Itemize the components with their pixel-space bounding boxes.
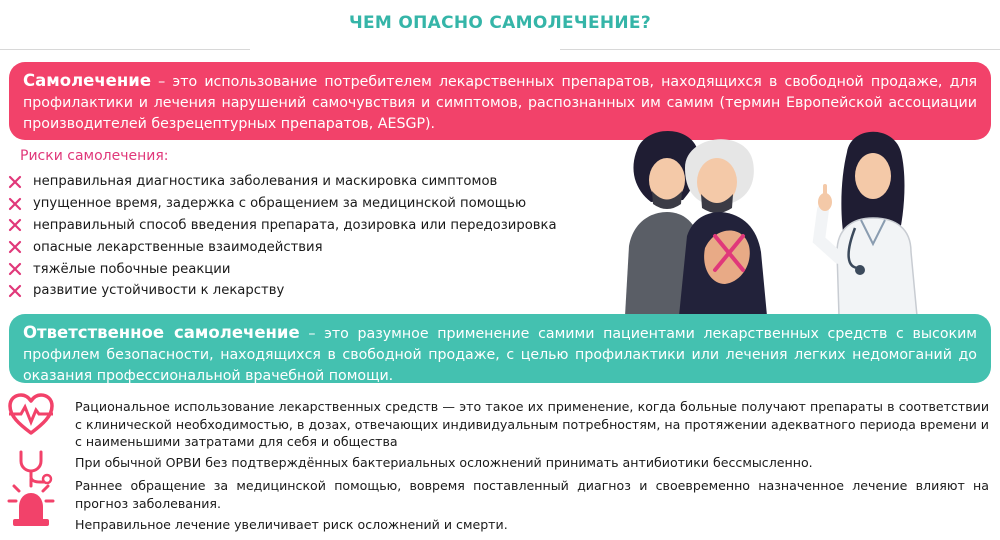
- risk-text: тяжёлые побочные реакции: [33, 261, 231, 277]
- responsible-banner: [9, 314, 991, 383]
- title-rule-right: [560, 49, 1000, 50]
- title-rule-left: [0, 49, 250, 50]
- responsible-term: Ответственное самолечение: [23, 323, 300, 342]
- x-mark-icon: [7, 261, 23, 277]
- x-mark-icon: [7, 239, 23, 255]
- risk-item: [7, 280, 557, 302]
- risk-text: неправильная диагностика заболевания и маскировка симптомов: [33, 174, 498, 190]
- x-mark-icon: [7, 196, 23, 212]
- risk-text: опасные лекарственные взаимодействия: [33, 239, 323, 255]
- x-mark-icon: [7, 174, 23, 190]
- heart-pulse-icon: [7, 393, 55, 437]
- patient-figure: [679, 139, 767, 316]
- risk-item: [7, 193, 557, 215]
- siren-icon: [7, 477, 55, 529]
- definition-term: Самолечение: [23, 71, 152, 90]
- risk-text: неправильный способ введения препарата, дозировка или передозировка: [33, 217, 557, 233]
- responsible-text: – это разумное применение самими пациентами лекарственных средств с высоким профилем безопасности, находящихся в свободной продаже, с целью профилактики или лечения легких недомоганий до оказания профессиональной врачебной помощи.: [23, 326, 977, 384]
- risks-heading: Риски самолечения:: [20, 148, 169, 164]
- fact-text: Рациональное использование лекарственных средств — это такое их применение, когда больные получают препараты в соответствии с клинической необходимостью, в дозах, отвечающих индивидуальным потребностям, на протяжении адекватного периода времени и с наименьшими затратами для себя и общества: [75, 399, 989, 449]
- x-mark-icon: [7, 217, 23, 233]
- x-mark-icon: [7, 283, 23, 299]
- risk-text: развитие устойчивости к лекарству: [33, 283, 285, 299]
- fact-text: Неправильное лечение увеличивает риск осложнений и смерти.: [75, 517, 508, 532]
- responsible-paragraph: [23, 322, 977, 387]
- medical-illustration: [597, 118, 970, 316]
- definition-text: – это использование потребителем лекарственных препаратов, находящихся в свободной продаже, для профилактики и лечения нарушений самочувствия и симптомов, распознанных им самим (термин Европейской ассоциации производителей безрецептурных препаратов, AESGP).: [23, 74, 977, 132]
- risk-item: [7, 215, 557, 237]
- doctor-figure: [818, 132, 917, 316]
- fact-text: При обычной ОРВИ без подтверждённых бактериальных осложнений принимать антибиотики бессмысленно.: [75, 455, 813, 470]
- risk-item: [7, 258, 557, 280]
- fact-text: Раннее обращение за медицинской помощью, вовремя поставленный диагноз и своевременно назначенное лечение влияют на прогноз заболевания.: [75, 478, 989, 511]
- page-title: ЧЕМ ОПАСНО САМОЛЕЧЕНИЕ?: [348, 13, 651, 33]
- risk-list: [7, 171, 557, 302]
- risk-text: упущенное время, задержка с обращением за медицинской помощью: [33, 196, 527, 212]
- risk-item: [7, 171, 557, 193]
- risk-item: [7, 236, 557, 258]
